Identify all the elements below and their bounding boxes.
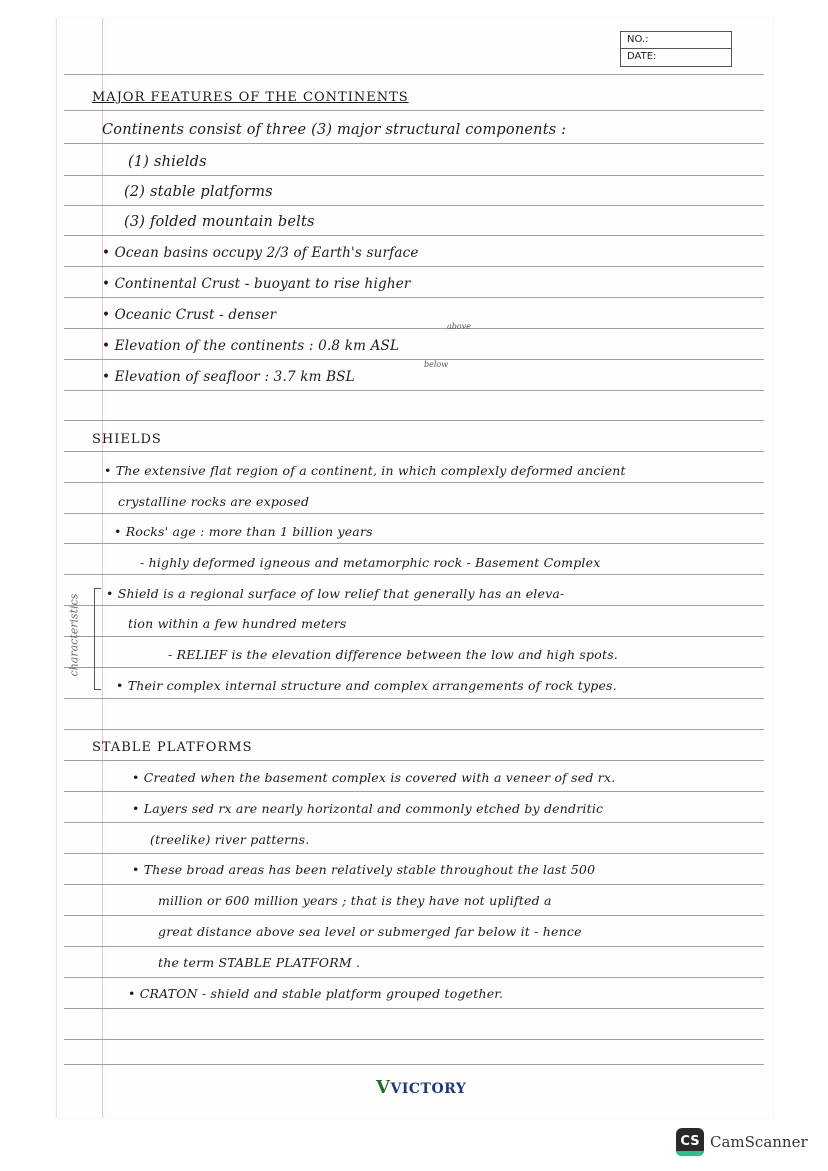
rule-line xyxy=(64,420,764,421)
fact-5: • Elevation of seafloor : 3.7 km BSL xyxy=(102,369,355,385)
rule-line xyxy=(64,74,764,75)
platforms-line-8: • CRATON - shield and stable platform grouped together. xyxy=(128,986,504,1001)
fact-4: • Elevation of the continents : 0.8 km ASL xyxy=(102,338,400,354)
rule-line xyxy=(64,822,764,823)
rule-line xyxy=(64,946,764,947)
platforms-line-4-text: These broad areas has been relatively stable throughout the last 500 xyxy=(143,862,596,877)
intro-line: Continents consist of three (3) major structural components : xyxy=(102,122,567,138)
note-above: above xyxy=(447,322,471,331)
rule-line xyxy=(64,297,764,298)
camscanner-icon: CS xyxy=(676,1128,704,1156)
platforms-line-5: million or 600 million years ; that is they have not uplifted a xyxy=(158,893,552,908)
victory-logo-text: VICTORY xyxy=(390,1081,467,1097)
rule-line xyxy=(64,266,764,267)
camscanner-label: CamScanner xyxy=(710,1133,808,1151)
rule-line xyxy=(64,1008,764,1009)
shields-line-8-text: Their complex internal structure and complex arrangements of rock types. xyxy=(127,678,617,693)
characteristics-side-note xyxy=(64,580,84,690)
shields-line-7: - RELIEF is the elevation difference between the low and high spots. xyxy=(168,647,618,662)
rule-line xyxy=(64,1039,764,1040)
shields-line-3: • Rocks' age : more than 1 billion years xyxy=(114,524,373,539)
page-title: MAJOR FEATURES OF THE CONTINENTS xyxy=(92,90,409,105)
platforms-line-3: (treelike) river patterns. xyxy=(150,832,310,847)
shields-line-5: • Shield is a regional surface of low relief that generally has an eleva- xyxy=(106,586,565,601)
rule-line xyxy=(64,915,764,916)
fact-1-text: Ocean basins occupy 2/3 of Earth's surface xyxy=(114,245,419,261)
rule-line xyxy=(64,667,764,668)
fact-4-text: Elevation of the continents : 0.8 km ASL xyxy=(114,338,400,354)
rule-line xyxy=(64,359,764,360)
platforms-line-6: great distance above sea level or submerged far below it - hence xyxy=(158,924,582,939)
platforms-line-1: • Created when the basement complex is covered with a veneer of sed rx. xyxy=(132,770,616,785)
rule-line xyxy=(64,390,764,391)
platforms-line-4: • These broad areas has been relatively stable throughout the last 500 xyxy=(132,862,596,877)
shields-line-3-text: Rocks' age : more than 1 billion years xyxy=(125,524,373,539)
shields-line-5-text: Shield is a regional surface of low relief that generally has an eleva- xyxy=(117,586,565,601)
no-label: NO.: xyxy=(621,32,731,49)
no-date-box xyxy=(620,31,732,67)
rule-line xyxy=(64,451,764,452)
shields-heading: SHIELDS xyxy=(92,432,162,447)
rule-line xyxy=(64,205,764,206)
date-label: DATE: xyxy=(627,51,657,62)
fact-5-text: Elevation of seafloor : 3.7 km BSL xyxy=(114,369,355,385)
fact-3: • Oceanic Crust - denser xyxy=(102,307,277,323)
platforms-line-8-text: CRATON - shield and stable platform grouped together. xyxy=(139,986,504,1001)
characteristics-bracket xyxy=(94,588,101,690)
characteristics-text: characteristics xyxy=(67,593,81,677)
shields-line-4: - highly deformed igneous and metamorphic rock - Basement Complex xyxy=(140,555,601,570)
shields-line-1: • The extensive flat region of a continent, in which complexly deformed ancient xyxy=(104,463,626,478)
rule-line xyxy=(64,729,764,730)
rule-line xyxy=(64,1064,764,1065)
platforms-line-2-text: Layers sed rx are nearly horizontal and commonly etched by dendritic xyxy=(143,801,604,816)
fact-2-text: Continental Crust - buoyant to rise higher xyxy=(114,276,411,292)
note-below: below xyxy=(424,360,449,369)
platforms-line-1-text: Created when the basement complex is covered with a veneer of sed rx. xyxy=(143,770,616,785)
stable-platforms-heading: STABLE PLATFORMS xyxy=(92,740,253,755)
victory-logo-mark: V xyxy=(376,1077,391,1098)
victory-logo xyxy=(376,1077,466,1098)
shields-line-2: crystalline rocks are exposed xyxy=(118,494,310,509)
rule-line xyxy=(64,175,764,176)
rule-line xyxy=(64,853,764,854)
rule-line xyxy=(64,698,764,699)
rule-line xyxy=(64,235,764,236)
rule-line xyxy=(64,791,764,792)
platforms-line-2: • Layers sed rx are nearly horizontal and commonly etched by dendritic xyxy=(132,801,604,816)
rule-line xyxy=(64,143,764,144)
rule-line xyxy=(64,543,764,544)
intro-item-1: (1) shields xyxy=(128,154,207,170)
rule-line xyxy=(64,328,764,329)
fact-3-text: Oceanic Crust - denser xyxy=(114,307,277,323)
rule-line xyxy=(64,605,764,606)
intro-item-3: (3) folded mountain belts xyxy=(124,214,315,230)
rule-line xyxy=(64,760,764,761)
fact-2: • Continental Crust - buoyant to rise higher xyxy=(102,276,411,292)
shields-line-8: • Their complex internal structure and complex arrangements of rock types. xyxy=(116,678,617,693)
intro-item-2: (2) stable platforms xyxy=(124,184,273,200)
fact-1: • Ocean basins occupy 2/3 of Earth's surface xyxy=(102,245,419,261)
rule-line xyxy=(64,636,764,637)
rule-line xyxy=(64,977,764,978)
rule-line xyxy=(64,574,764,575)
rule-line xyxy=(64,110,764,111)
rule-line xyxy=(64,884,764,885)
shields-line-1-text: The extensive flat region of a continent, in which complexly deformed ancient xyxy=(115,463,626,478)
platforms-line-7: the term STABLE PLATFORM . xyxy=(158,955,361,970)
rule-line xyxy=(64,482,764,483)
rule-line xyxy=(64,513,764,514)
margin-line xyxy=(102,18,103,1118)
shields-line-6: tion within a few hundred meters xyxy=(128,616,347,631)
